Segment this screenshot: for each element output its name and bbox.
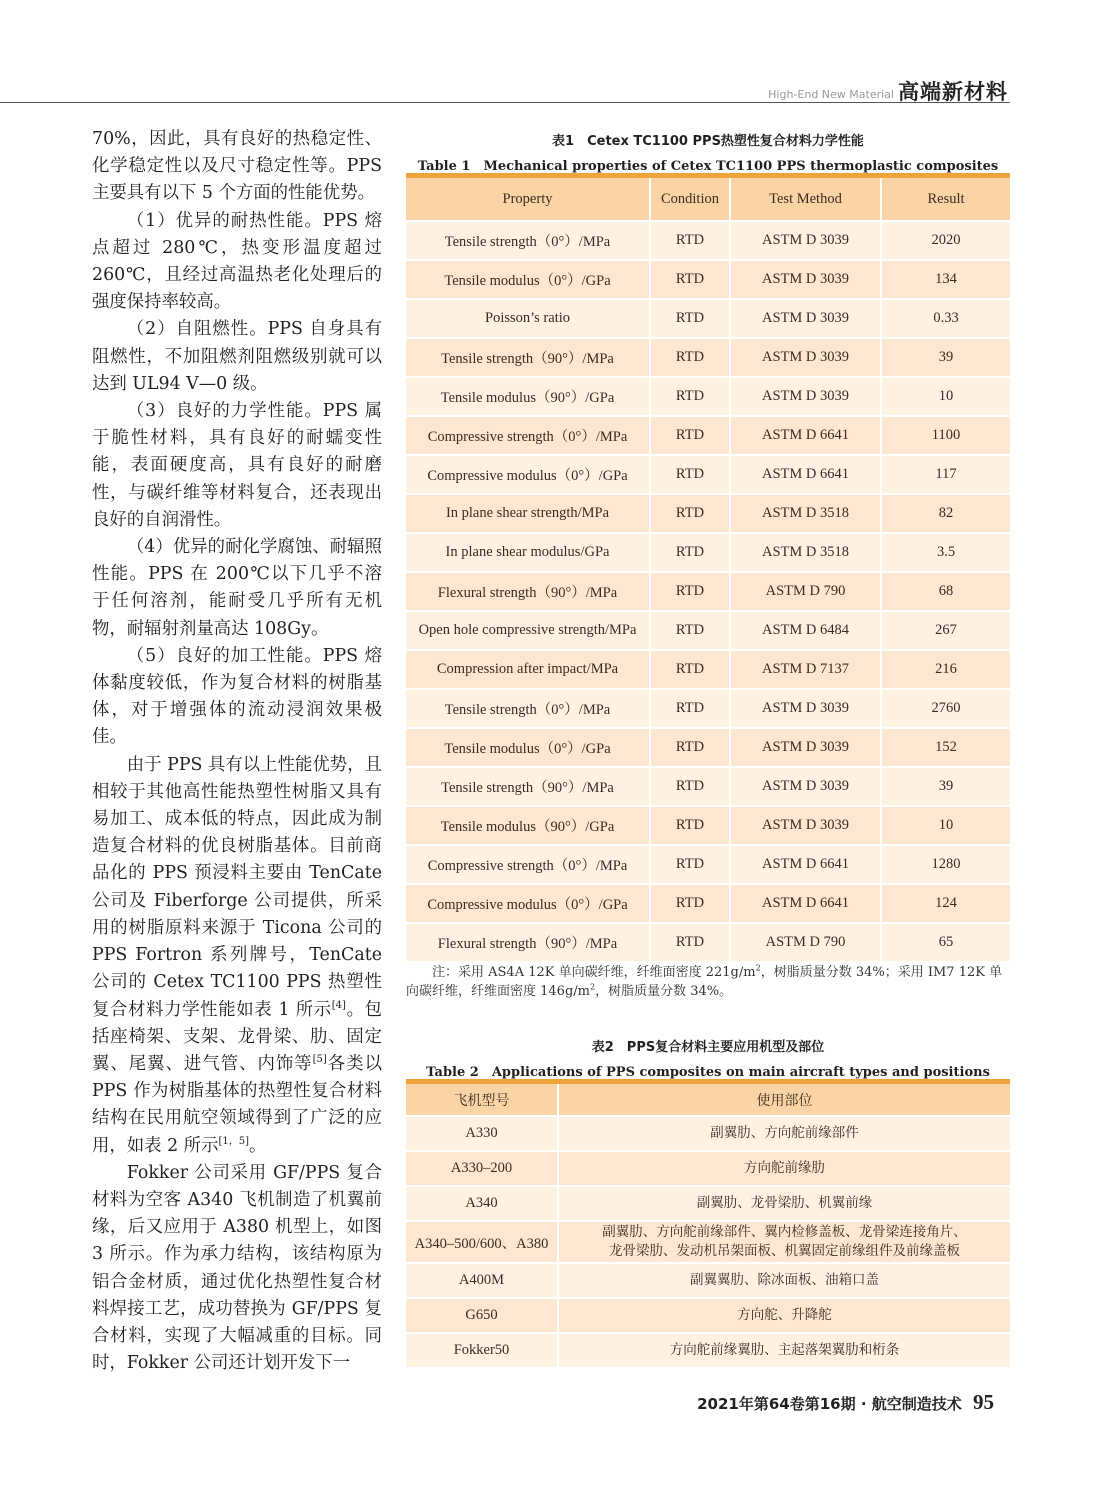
table2-row (406, 1263, 1010, 1298)
table2-position-line: 方向舵前缘肋 (744, 1160, 825, 1176)
table1-cell: RTD (650, 845, 730, 884)
table1-cell: Tensile modulus（0°）/GPa (406, 260, 650, 299)
table1-cell: 124 (881, 884, 1010, 923)
table1-cell: RTD (650, 611, 730, 650)
table1-cell: RTD (650, 572, 730, 611)
table1-cell: ASTM D 3039 (730, 806, 881, 845)
table1-cell: RTD (650, 728, 730, 767)
table1-cell: ASTM D 790 (730, 572, 881, 611)
table1-cell: ASTM D 6641 (730, 884, 881, 923)
table1-cell: 82 (881, 494, 1010, 533)
table1-caption (406, 130, 1010, 174)
table1-header-cell: Result (881, 176, 1010, 222)
table2-position-line: 副翼肋、龙骨梁肋、机翼前缘 (696, 1195, 873, 1211)
table1-cell: RTD (650, 884, 730, 923)
running-header (0, 72, 1010, 104)
paragraph-3: （2）自阻燃性。PPS 自身具有阻燃性，不加阻燃剂阻燃级别就可以达到 UL94 V—0 级。 (92, 319, 382, 394)
table2-row (406, 1186, 1010, 1221)
table1-cell: Tensile strength（0°）/MPa (406, 689, 650, 728)
table1-cell: RTD (650, 416, 730, 455)
table1-row (406, 494, 1010, 533)
table1-cell: 134 (881, 260, 1010, 299)
table2-position-cell (558, 1151, 1010, 1186)
table2-position-line: 方向舵前缘翼肋、主起落架翼肋和桁条 (669, 1342, 900, 1358)
table1-row (406, 260, 1010, 299)
superscript: 2 (755, 963, 761, 973)
table1-cell: RTD (650, 455, 730, 494)
table2-row (406, 1221, 1010, 1263)
table1-cell: RTD (650, 767, 730, 806)
table1-header-cell: Condition (650, 176, 730, 222)
table1-row (406, 884, 1010, 923)
table1-cell: Flexural strength（90°）/MPa (406, 923, 650, 962)
table1-cell: ASTM D 3518 (730, 494, 881, 533)
table1-cell: 267 (881, 611, 1010, 650)
table1-cell: RTD (650, 650, 730, 689)
page-footer (697, 1390, 994, 1415)
table1-cell: Compression after impact/MPa (406, 650, 650, 689)
header-chinese: 高端新材料 (898, 80, 1008, 104)
table1-row (406, 221, 1010, 260)
table2-header-cell: 飞机型号 (406, 1082, 558, 1117)
table1-row (406, 572, 1010, 611)
table1-cell: Compressive modulus（0°）/GPa (406, 884, 650, 923)
table1-cell: ASTM D 6641 (730, 455, 881, 494)
table2-model-cell: A330 (406, 1116, 558, 1151)
table1-cell: In plane shear strength/MPa (406, 494, 650, 533)
header-rule (0, 102, 1010, 103)
table1-cell: 10 (881, 806, 1010, 845)
table2-position-line: 方向舵、升降舵 (737, 1307, 832, 1323)
table1-cell: RTD (650, 260, 730, 299)
citation-ref: [1，5] (218, 1135, 249, 1147)
table1-cell: ASTM D 3039 (730, 377, 881, 416)
table2-position-line: 副翼肋、方向舵前缘部件、翼内检修盖板、龙骨梁连接角片、 (602, 1224, 967, 1240)
table1-row (406, 689, 1010, 728)
table1-cell: Compressive modulus（0°）/GPa (406, 455, 650, 494)
table1-note-text: ，树脂质量分数 34%。 (595, 984, 733, 999)
table1-cell: Tensile strength（90°）/MPa (406, 767, 650, 806)
table1-caption-en: Table 1 Mechanical properties of Cetex TC1100 PPS thermoplastic composites (417, 159, 999, 174)
paragraph-7-text-b: 。包括座椅架、支架、龙骨梁、肋、固定翼、尾翼、进气管、内饰等 (92, 999, 382, 1074)
table1-cell: 39 (881, 767, 1010, 806)
table1-cell: ASTM D 790 (730, 923, 881, 962)
table1-cell: 68 (881, 572, 1010, 611)
table1-row (406, 416, 1010, 455)
table1-note (406, 963, 1010, 1001)
table2-model-cell: A330–200 (406, 1151, 558, 1186)
table1-cell: RTD (650, 533, 730, 572)
table2-caption-cn: 表2 PPS复合材料主要应用机型及部位 (591, 1040, 825, 1055)
paragraph-6: （5）良好的加工性能。PPS 熔体黏度较低，作为复合材料的树脂基体，对于增强体的流动浸润效果极佳。 (92, 645, 382, 748)
table1-cell: RTD (650, 377, 730, 416)
table2-model-cell: A400M (406, 1263, 558, 1298)
table1-caption-cn: 表1 Cetex TC1100 PPS热塑性复合材料力学性能 (552, 134, 864, 149)
table1-cell: ASTM D 3039 (730, 338, 881, 377)
table1-cell: ASTM D 6641 (730, 845, 881, 884)
citation-ref: [4] (331, 999, 346, 1011)
table2-header-row (406, 1082, 1010, 1117)
table1-cell: RTD (650, 806, 730, 845)
table1-cell: 2020 (881, 221, 1010, 260)
table1-cell: Compressive strength（0°）/MPa (406, 416, 650, 455)
table1-cell: RTD (650, 221, 730, 260)
table2-row (406, 1298, 1010, 1333)
table1-cell: ASTM D 3039 (730, 728, 881, 767)
citation-ref: [5] (312, 1054, 327, 1066)
table1-cell: ASTM D 3039 (730, 767, 881, 806)
table2-model-cell: A340–500/600、A380 (406, 1221, 558, 1263)
table2 (406, 1079, 1010, 1369)
table1-cell: Poisson’s ratio (406, 299, 650, 338)
table1 (406, 173, 1010, 963)
table1-cell: 152 (881, 728, 1010, 767)
table1-row (406, 845, 1010, 884)
table1-row (406, 377, 1010, 416)
table1-cell: In plane shear modulus/GPa (406, 533, 650, 572)
paragraph-7-text-a: 由于 PPS 具有以上性能优势，且相较于其他高性能热塑性树脂又具有易加工、成本低的特点，因此成为制造复合材料的优良树脂基体。目前商品化的 PPS 预浸料主要由 TenCate 公司及 Fiberforge 公司提供，所采用的树脂原料来源于 Ticona 公司的 PPS Fortron 系列牌号，TenCate 公司的 Cetex TC1100 PPS 热塑性复合材料力学性能如表 1 所示 (92, 754, 382, 1020)
table1-cell: ASTM D 3039 (730, 221, 881, 260)
paragraph-5: （4）优异的耐化学腐蚀、耐辐照性能。PPS 在 200℃以下几乎不溶于任何溶剂，能耐受几乎所有无机物，耐辐射剂量高达 108Gy。 (92, 537, 382, 639)
table2-row (406, 1333, 1010, 1368)
table1-row (406, 455, 1010, 494)
paragraph-8: Fokker 公司采用 GF/PPS 复合材料为空客 A340 飞机制造了机翼前缘，后又应用于 A380 机型上，如图 3 所示。作为承力结构，该结构原为铝合金材质，通过优化热塑性复合材料焊接工艺，成功替换为 GF/PPS 复合材料，实现了大幅减重的目标。同时，Fokker 公司还计划开发下一 (92, 1162, 382, 1374)
table1-cell: 117 (881, 455, 1010, 494)
table1-row (406, 728, 1010, 767)
table1-cell: Open hole compressive strength/MPa (406, 611, 650, 650)
table1-row (406, 767, 1010, 806)
table1-cell: 39 (881, 338, 1010, 377)
table1-cell: RTD (650, 689, 730, 728)
footer-issue: 2021年第64卷第16期 · 航空制造技术 (697, 1395, 962, 1413)
table2-position-cell (558, 1333, 1010, 1368)
table1-cell: 3.5 (881, 533, 1010, 572)
paragraph-2: （1）优异的耐热性能。PPS 熔点超过 280℃，热变形温度超过 260℃，且经过高温热老化处理后的强度保持率较高。 (92, 210, 382, 313)
paragraph-7 (92, 752, 382, 1160)
page-number: 95 (973, 1390, 994, 1414)
table1-cell: Flexural strength（90°）/MPa (406, 572, 650, 611)
table1-note-text: 注：采用 AS4A 12K 单向碳纤维，纤维面密度 221g/m (432, 965, 756, 980)
table1-cell: ASTM D 3039 (730, 689, 881, 728)
table2-header-cell: 使用部位 (558, 1082, 1010, 1117)
table1-cell: RTD (650, 494, 730, 533)
table1-cell: Tensile strength（0°）/MPa (406, 221, 650, 260)
table1-row (406, 533, 1010, 572)
table2-position-line: 副翼翼肋、除冰面板、油箱口盖 (690, 1272, 879, 1288)
table1-row (406, 611, 1010, 650)
table2-caption (406, 1036, 1010, 1080)
table2-row (406, 1116, 1010, 1151)
table1-cell: Tensile modulus（0°）/GPa (406, 728, 650, 767)
table1-cell: 1100 (881, 416, 1010, 455)
table2-position-line: 副翼肋、方向舵前缘部件 (710, 1125, 859, 1141)
table2-position-cell (558, 1263, 1010, 1298)
table1-header-cell: Test Method (730, 176, 881, 222)
table2-position-cell (558, 1221, 1010, 1263)
table1-cell: ASTM D 6484 (730, 611, 881, 650)
table1-cell: Tensile modulus（90°）/GPa (406, 806, 650, 845)
table2-position-cell (558, 1298, 1010, 1333)
table1-cell: 2760 (881, 689, 1010, 728)
table1-cell: RTD (650, 338, 730, 377)
table1-cell: 216 (881, 650, 1010, 689)
table1-cell: RTD (650, 923, 730, 962)
superscript: 2 (589, 982, 596, 992)
table1-cell: 0.33 (881, 299, 1010, 338)
table2-model-cell: G650 (406, 1298, 558, 1333)
paragraph-7-text-d: 。 (249, 1135, 267, 1156)
header-english: High-End New Material (768, 88, 894, 101)
table1-cell: ASTM D 3518 (730, 533, 881, 572)
table1-cell: 65 (881, 923, 1010, 962)
paragraph-7-text-c: 各类以 PPS 作为树脂基体的热塑性复合材料结构在民用航空领域得到了广泛的应用，如表 2 所示 (92, 1053, 382, 1156)
table1-cell: Tensile modulus（90°）/GPa (406, 377, 650, 416)
paragraph-4: （3）良好的力学性能。PPS 属于脆性材料，具有良好的耐蠕变性能，表面硬度高，具有良好的耐磨性，与碳纤维等材料复合，还表现出良好的自润滑性。 (92, 401, 382, 530)
left-column (92, 126, 382, 1377)
table1-cell: ASTM D 6641 (730, 416, 881, 455)
table1-cell: RTD (650, 299, 730, 338)
table1-note-text: ，树脂质量分数 34%；采用 IM7 12K 单向碳纤维，纤维面密度 146g/m (406, 965, 1003, 999)
table2-model-cell: Fokker50 (406, 1333, 558, 1368)
table1-row (406, 650, 1010, 689)
table1-row (406, 923, 1010, 962)
table1-header-cell: Property (406, 176, 650, 222)
table1-cell: Tensile strength（90°）/MPa (406, 338, 650, 377)
table1-row (406, 299, 1010, 338)
table1-header-row (406, 176, 1010, 222)
table1-cell: 1280 (881, 845, 1010, 884)
table1-cell: ASTM D 7137 (730, 650, 881, 689)
table1-cell: Compressive strength（0°）/MPa (406, 845, 650, 884)
table1-row (406, 338, 1010, 377)
table2-position-cell (558, 1186, 1010, 1221)
table2-position-line: 龙骨梁肋、发动机吊架面板、机翼固定前缘组件及前缘盖板 (609, 1243, 960, 1259)
table2-position-cell (558, 1116, 1010, 1151)
table2-caption-en: Table 2 Applications of PPS composites on main aircraft types and positions (426, 1065, 990, 1080)
table2-model-cell: A340 (406, 1186, 558, 1221)
table1-cell: 10 (881, 377, 1010, 416)
table2-row (406, 1151, 1010, 1186)
table1-cell: ASTM D 3039 (730, 260, 881, 299)
table1-row (406, 806, 1010, 845)
paragraph-1: 70%，因此，具有良好的热稳定性、化学稳定性以及尺寸稳定性等。PPS主要具有以下 5 个方面的性能优势。 (92, 129, 382, 204)
table1-cell: ASTM D 3039 (730, 299, 881, 338)
